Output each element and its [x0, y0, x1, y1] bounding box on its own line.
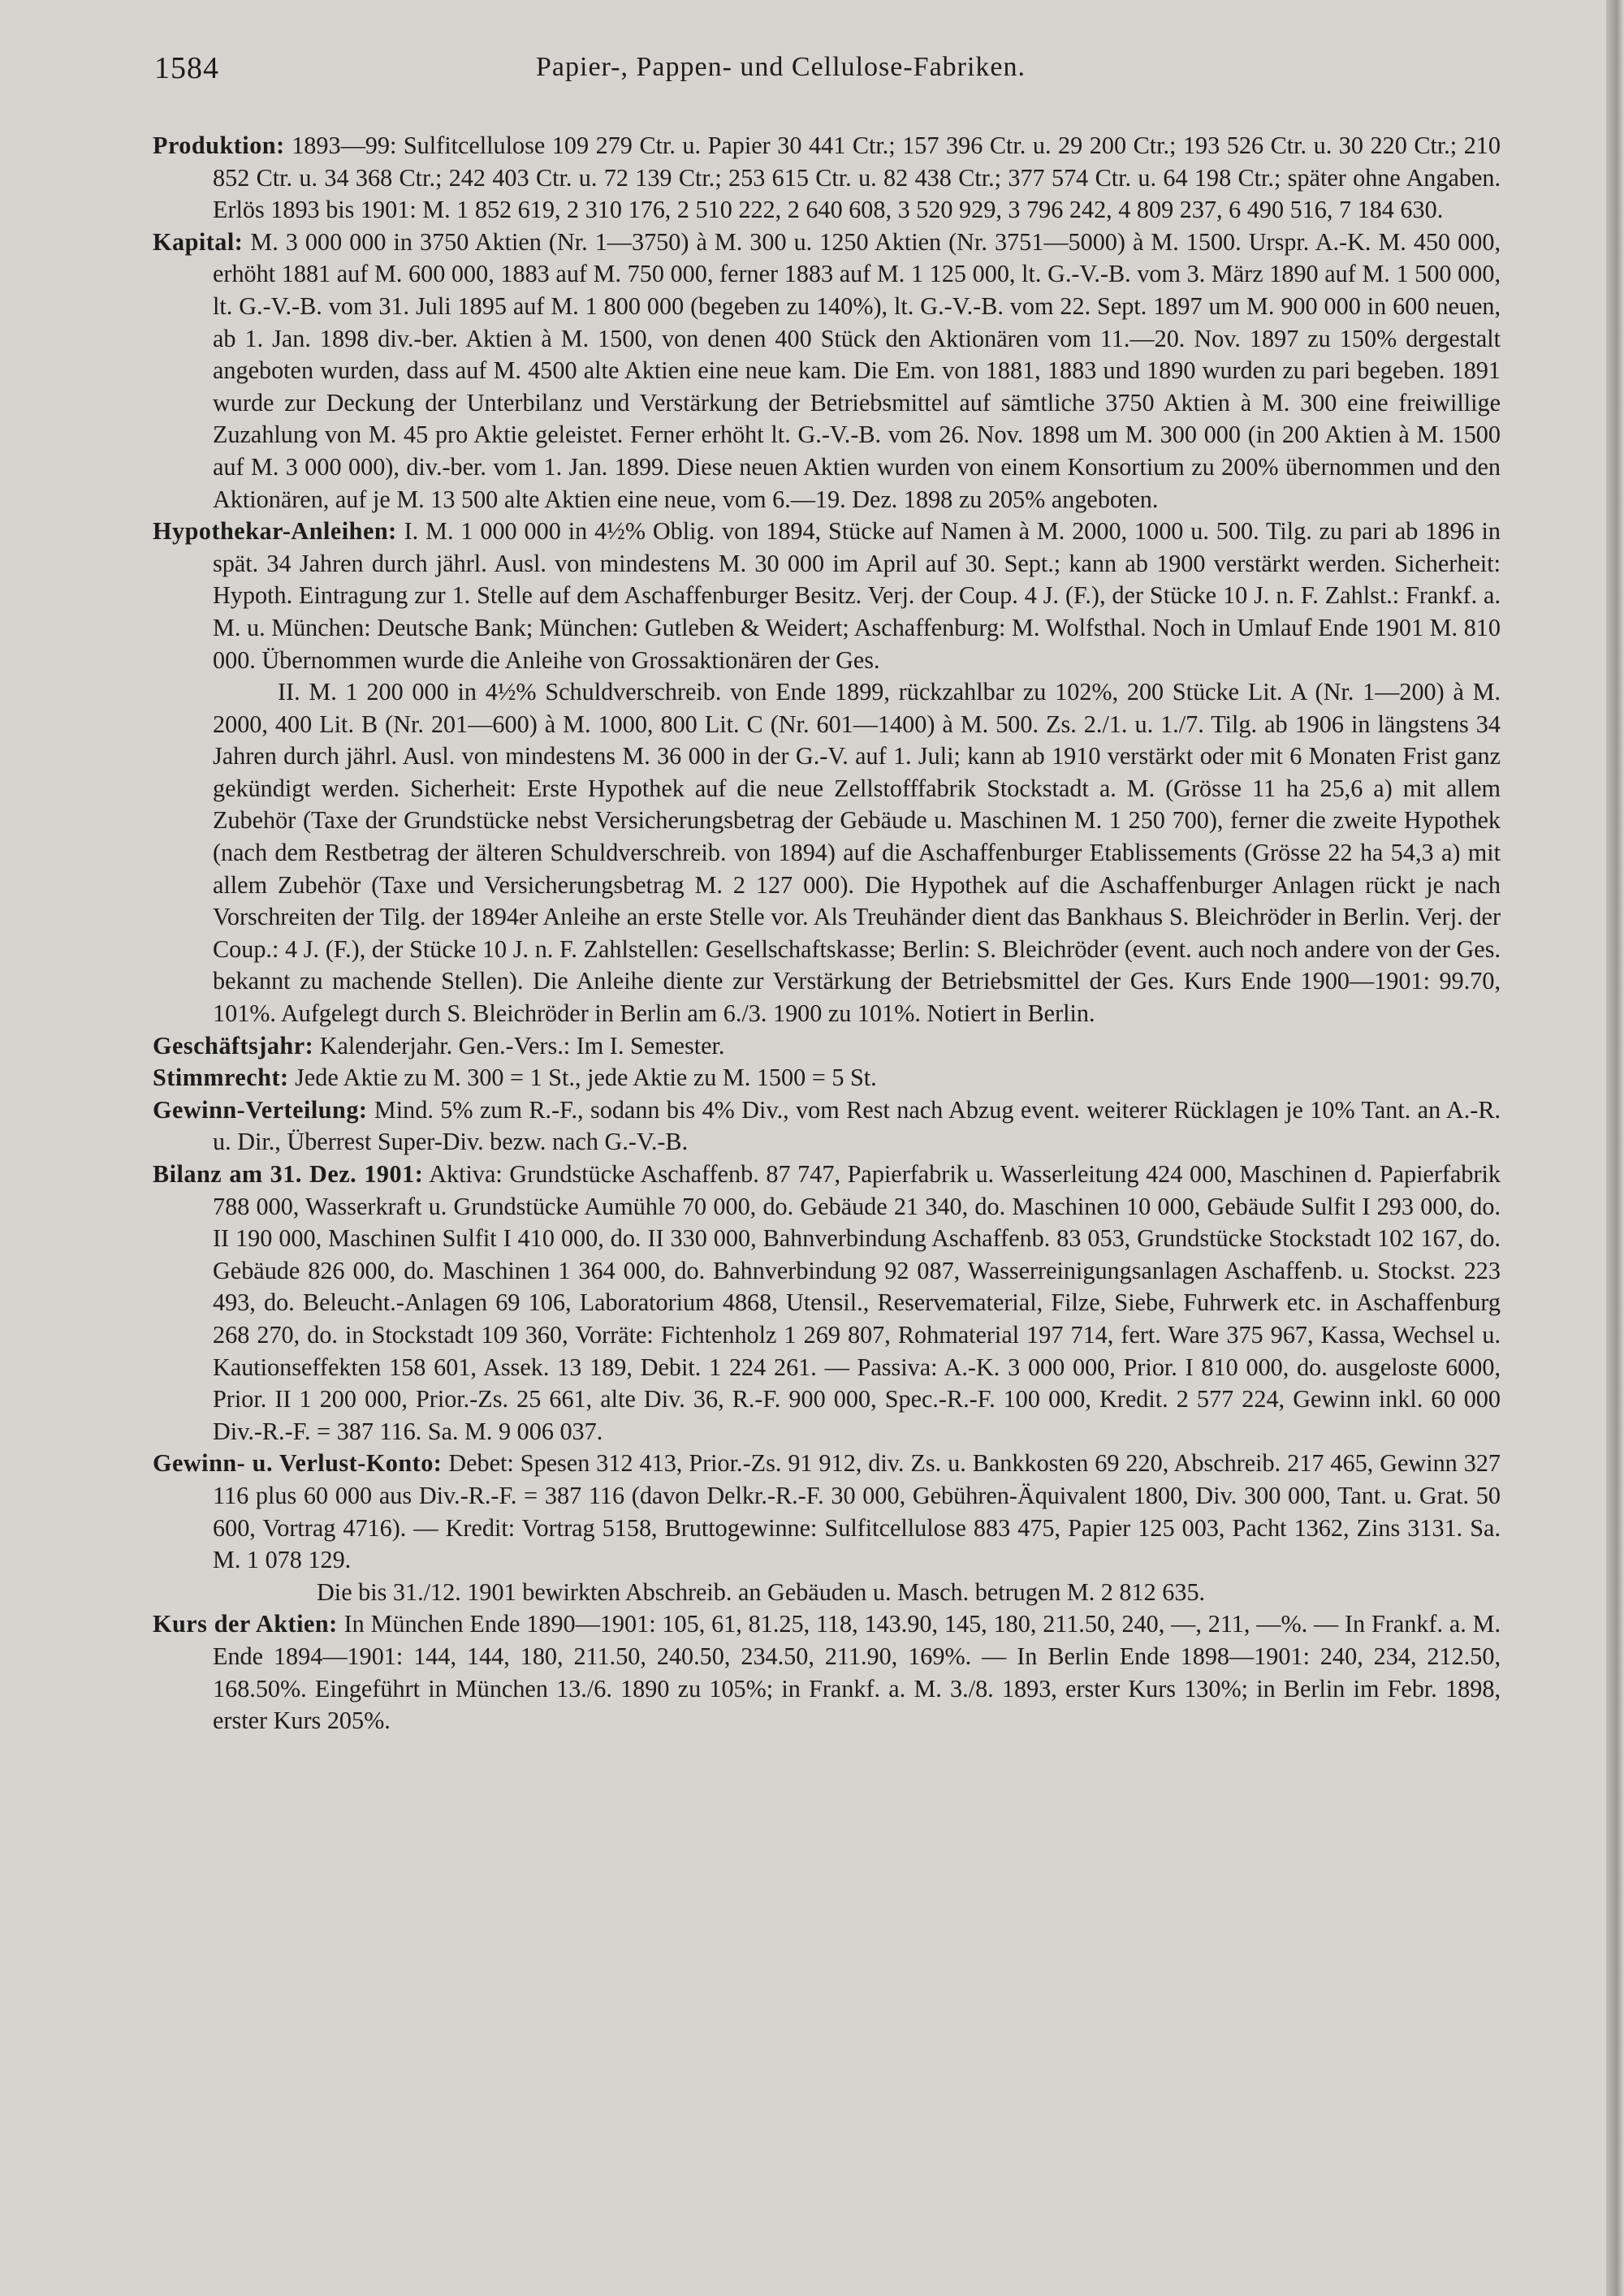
section-label: Stimmrecht: — [153, 1064, 289, 1092]
section-label: Kurs der Aktien: — [153, 1610, 338, 1638]
page-header — [154, 50, 1486, 91]
section-produktion — [153, 130, 1501, 227]
section-stimmrecht — [153, 1062, 1501, 1094]
section-text: Die bis 31./12. 1901 bewirkten Abschreib. an Gebäuden u. Masch. betrugen M. 2 812 635. — [317, 1577, 1206, 1606]
section-label: Geschäftsjahr: — [153, 1031, 314, 1060]
section-text: Jede Aktie zu M. 300 = 1 St., jede Aktie zu M. 1500 = 5 St. — [295, 1064, 877, 1092]
section-geschaeftsjahr — [153, 1030, 1501, 1063]
section-text: I. M. 1 000 000 in 4½% Oblig. von 1894, Stücke auf Namen à M. 2000, 1000 u. 500. Tilg. zu pari ab 1896 in spät. 34 Jahren durch jährl. Ausl. von mindestens M. 30 000 im April auf 30. Sept.; kann ab 1900 verstärkt werden. Sicherheit: Hypoth. Eintragung zur 1. Stelle auf dem Aschaffenburger Besitz. Verj. der Coup. 4 J. (F.), der Stücke 10 J. n. F. Zahlst.: Frankf. a. M. u. München: Deutsche Bank; München: Gutleben & Weidert; Aschaffenburg: M. Wolfsthal. Noch in Umlauf Ende 1901 M. 810 000. Übernommen wurde die Anleihe von Grossaktionären der Ges. — [213, 517, 1501, 674]
section-label: Gewinn- u. Verlust-Konto: — [153, 1449, 443, 1478]
section-gewinn-verteilung — [153, 1094, 1501, 1159]
page-edge-shadow — [1606, 0, 1624, 2296]
section-text: II. M. 1 200 000 in 4½% Schuldverschreib. von Ende 1899, rückzahlbar zu 102%, 200 Stücke Lit. A (Nr. 1—200) à M. 2000, 400 Lit. B (Nr. 201—600) à M. 1000, 800 Lit. C (Nr. 601—1400) à M. 500. Zs. 2./1. u. 1./7. Tilg. ab 1906 in längstens 34 Jahren durch jährl. Ausl. von mindestens M. 36 000 in der G.-V. auf 1. Juli; kann ab 1910 verstärkt oder mit 6 Monaten Frist ganz gekündigt werden. Sicherheit: Erste Hypothek auf die neue Zellstofffabrik Stockstadt a. M. (Grösse 11 ha 25,6 a) mit allem Zubehör (Taxe der Grundstücke nebst Versicherungsbetrag der Gebäude u. Maschinen M. 1 250 700), ferner die zweite Hypothek (nach dem Restbetrag der älteren Schuldverschreib. von 1894) auf die Aschaffenburger Etablissements (Grösse 22 ha 54,3 a) mit allem Zubehör (Taxe und Versicherungsbetrag M. 2 127 000). Die Hypothek auf die Aschaffenburger Anlagen rückt je nach Vorschreiten der Tilg. der 1894er Anleihe an erste Stelle vor. Als Treuhänder dient das Bankhaus S. Bleichröder in Berlin. Verj. der Coup.: 4 J. (F.), der Stücke 10 J. n. F. Zahlstellen: Gesellschaftskasse; Berlin: S. Bleichröder (event. auch noch andere von der Ges. bekannt zu machende Stellen). Die Anleihe diente zur Verstärkung der Betriebsmittel der Ges. Kurs Ende 1900—1901: 99.70, 101%. Aufgelegt durch S. Bleichröder in Berlin am 6./3. 1900 zu 101%. Notiert in Berlin. — [213, 678, 1501, 1028]
section-abschreibungen-note — [153, 1577, 1501, 1609]
section-text: In München Ende 1890—1901: 105, 61, 81.25, 118, 143.90, 145, 180, 211.50, 240, —, 211, —%. — In Frankf. a. M. Ende 1894—1901: 144, 144, 180, 211.50, 240.50, 234.50, 211.90, 169%. — In Berlin Ende 1898—1901: 240, 234, 212.50, 168.50%. Eingeführt in München 13./6. 1890 zu 105%; in Frankf. a. M. 3./8. 1893, erster Kurs 130%; in Berlin im Febr. 1898, erster Kurs 205%. — [213, 1610, 1501, 1735]
section-text: Mind. 5% zum R.-F., sodann bis 4% Div., vom Rest nach Abzug event. weiterer Rücklagen je 10% Tant. an A.-R. u. Dir., Überrest Super-Div. bezw. nach G.-V.-B. — [213, 1095, 1501, 1156]
section-label: Gewinn-Verteilung: — [153, 1095, 368, 1124]
running-title: Papier-, Pappen- und Cellulose-Fabriken. — [536, 52, 1026, 82]
section-label: Hypothekar-Anleihen: — [153, 517, 397, 546]
section-text: Aktiva: Grundstücke Aschaffenb. 87 747, Papierfabrik u. Wasserleitung 424 000, Maschinen d. Papierfabrik 788 000, Wasserkraft u. Grundstücke Aumühle 70 000, do. Gebäude 21 340, do. Maschinen 10 000, Gebäude Sulfit I 293 000, do. II 190 000, Maschinen Sulfit I 410 000, do. II 330 000, Bahnverbindung Aschaffenb. 83 053, Grundstücke Stockstadt 102 167, do. Gebäude 826 000, do. Maschinen 1 364 000, do. Bahnverbindung 92 087, Wasserreinigungsanlagen Aschaffenb. u. Stockst. 223 493, do. Beleucht.-Anlagen 69 106, Laboratorium 4868, Utensil., Reservematerial, Filze, Siebe, Fuhrwerk etc. in Aschaffenburg 268 270, do. in Stockstadt 109 360, Vorräte: Fichtenholz 1 269 807, Rohmaterial 197 714, fert. Ware 375 967, Kassa, Wechsel u. Kautionseffekten 158 601, Assek. 13 189, Debit. 1 224 261. — Passiva: A.-K. 3 000 000, Prior. I 810 000, do. ausgeloste 6000, Prior. II 1 200 000, Prior.-Zs. 25 661, alte Div. 36, R.-F. 900 000, Spec.-R.-F. 100 000, Kredit. 2 577 224, Gewinn inkl. 60 000 Div.-R.-F. = 387 116. Sa. M. 9 006 037. — [213, 1160, 1501, 1445]
section-text: M. 3 000 000 in 3750 Aktien (Nr. 1—3750) à M. 300 u. 1250 Aktien (Nr. 3751—5000) à M. 1500. Urspr. A.-K. M. 450 000, erhöht 1881 auf M. 600 000, 1883 auf M. 750 000, ferner 1883 auf M. 1 125 000, lt. G.-V.-B. vom 3. März 1890 auf M. 1 500 000, lt. G.-V.-B. vom 31. Juli 1895 auf M. 1 800 000 (begeben zu 140%), lt. G.-V.-B. vom 22. Sept. 1897 um M. 900 000 in 600 neuen, ab 1. Jan. 1898 div.-ber. Aktien à M. 1500, von denen 400 Stück den Aktionären vom 11.—20. Nov. 1897 zu 150% dergestalt angeboten wurden, dass auf M. 4500 alte Aktien eine neue kam. Die Em. von 1881, 1883 und 1890 wurden zu pari begeben. 1891 wurde zur Deckung der Unterbilanz und Verstärkung der Betriebsmittel auf sämtliche 3750 Aktien à M. 300 eine freiwillige Zuzahlung von M. 45 pro Aktie geleistet. Ferner erhöht lt. G.-V.-B. vom 26. Nov. 1898 um M. 300 000 (in 200 Aktien à M. 1500 auf M. 3 000 000), div.-ber. vom 1. Jan. 1899. Diese neuen Aktien wurden von einem Konsortium zu 200% übernommen und den Aktionären, auf je M. 13 500 alte Aktien eine neue, vom 6.—19. Dez. 1898 zu 205% angeboten. — [213, 227, 1501, 513]
section-kapital — [153, 227, 1501, 516]
section-label: Bilanz am 31. Dez. 1901: — [153, 1160, 424, 1188]
section-text: Debet: Spesen 312 413, Prior.-Zs. 91 912, div. Zs. u. Bankkosten 69 220, Abschreib. 217 465, Gewinn 327 116 plus 60 000 aus Div.-R.-F. = 387 116 (davon Delkr.-R.-F. 30 000, Gebühren-Äquivalent 1800, Div. 300 000, Tant. u. Grat. 50 600, Vortrag 4716). — Kredit: Vortrag 5158, Bruttogewinne: Sulfitcellulose 883 475, Papier 125 003, Pacht 1362, Zins 3131. Sa. M. 1 078 129. — [213, 1449, 1501, 1574]
section-bilanz — [153, 1159, 1501, 1448]
section-anleihe-ii — [153, 676, 1501, 1030]
section-label: Kapital: — [153, 227, 244, 256]
section-label: Produktion: — [153, 132, 285, 159]
page-number: 1584 — [154, 51, 219, 85]
section-text: Kalenderjahr. Gen.-Vers.: Im I. Semester. — [319, 1031, 725, 1060]
section-gewinn-verlust-konto — [153, 1448, 1501, 1576]
section-text: 1893—99: Sulfitcellulose 109 279 Ctr. u. Papier 30 441 Ctr.; 157 396 Ctr. u. 29 200 Ctr.; 193 526 Ctr. u. 30 220 Ctr.; 210 852 Ctr. u. 34 368 Ctr.; 242 403 Ctr. u. 72 139 Ctr.; 253 615 Ctr. u. 82 438 Ctr.; 377 574 Ctr. u. 64 198 Ctr.; später ohne Angaben. Erlös 1893 bis 1901: M. 1 852 619, 2 310 176, 2 510 222, 2 640 608, 3 520 929, 3 796 242, 4 809 237, 6 490 516, 7 184 630. — [213, 132, 1501, 224]
body-text — [153, 130, 1501, 1737]
section-kurs-der-aktien — [153, 1608, 1501, 1737]
section-hypothekar-anleihen — [153, 516, 1501, 676]
